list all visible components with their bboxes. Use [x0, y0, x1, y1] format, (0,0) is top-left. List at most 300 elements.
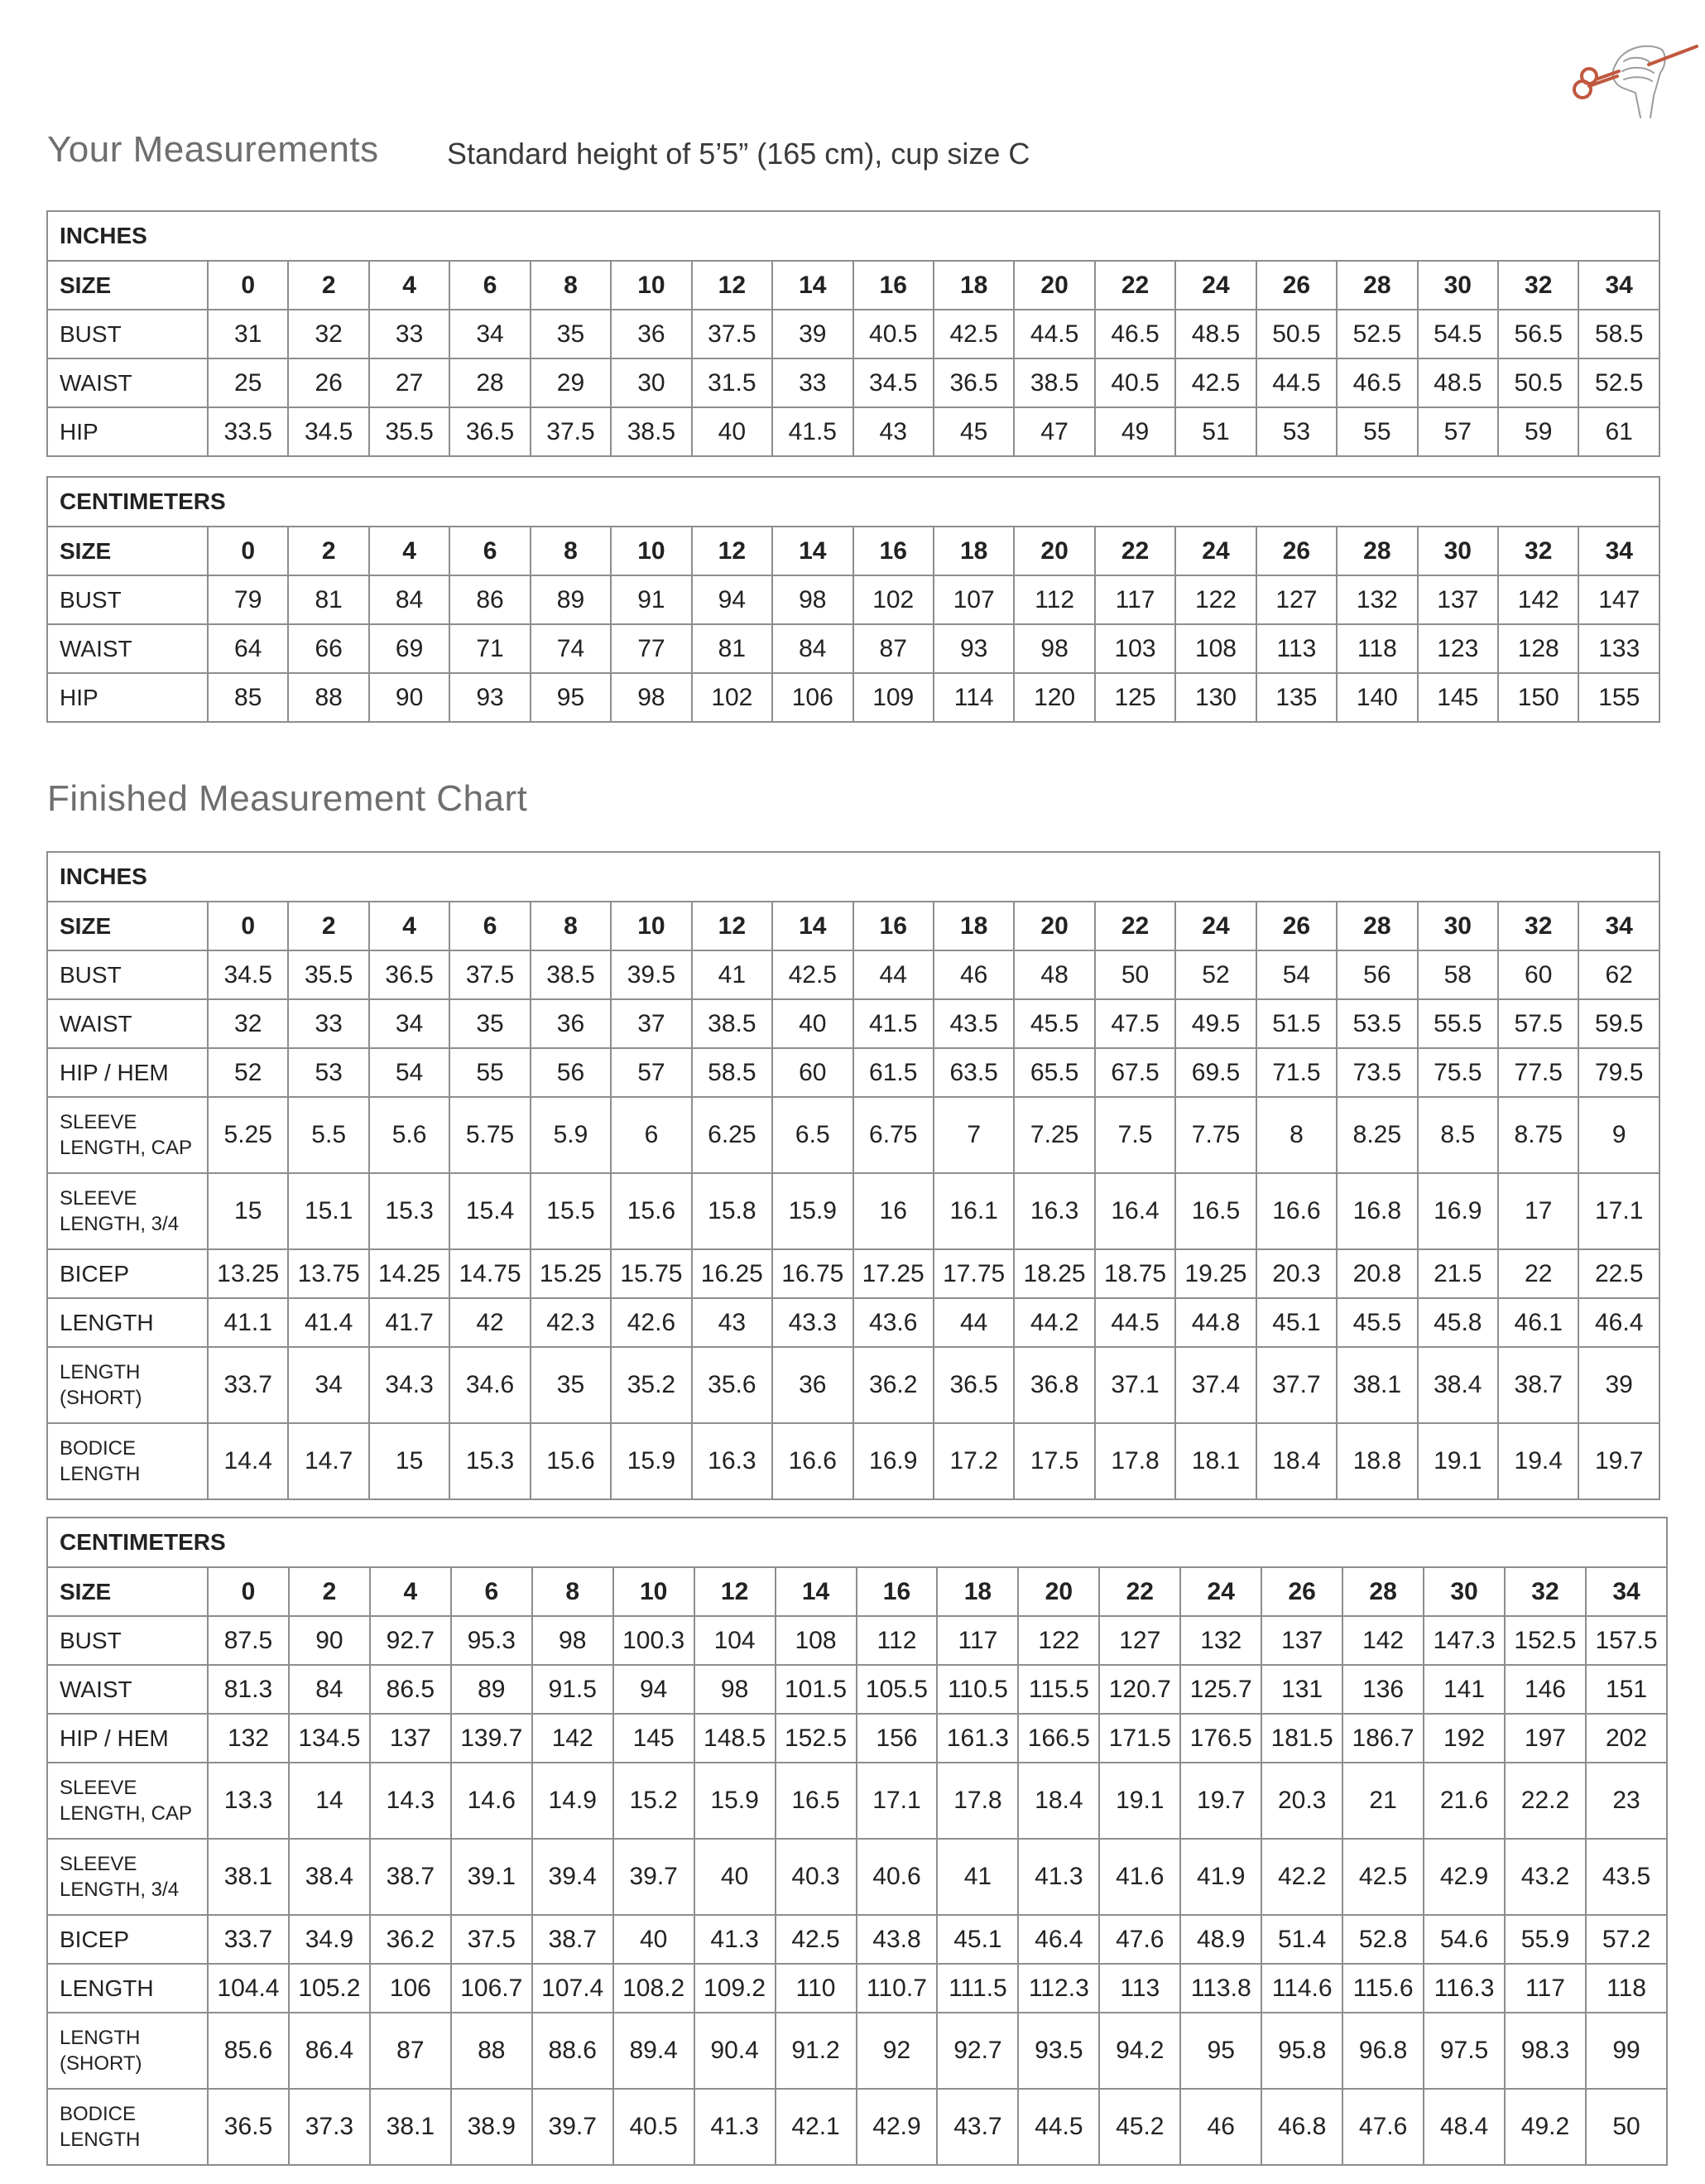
- hip-hem-value-size-12: 58.5: [692, 1048, 772, 1097]
- size-12: 12: [692, 261, 772, 310]
- hip-hem-value-size-32: 197: [1505, 1714, 1586, 1763]
- length-short-value-size-6: 88: [451, 2013, 532, 2089]
- bust-value-size-8: 38.5: [531, 950, 611, 999]
- bust-value-size-2: 32: [288, 310, 368, 358]
- hip-hem-value-size-4: 54: [369, 1048, 449, 1097]
- bodice-length-value-size-34: 19.7: [1578, 1423, 1659, 1499]
- waist-value-size-14: 84: [772, 624, 852, 673]
- hip-value-size-18: 45: [934, 407, 1014, 456]
- size-22: 22: [1099, 1567, 1180, 1616]
- hip-hem-value-size-18: 63.5: [934, 1048, 1014, 1097]
- hip-label: HIP: [47, 407, 208, 456]
- waist-value-size-24: 125.7: [1180, 1665, 1261, 1714]
- hip-hem-value-size-2: 134.5: [289, 1714, 370, 1763]
- sleeve-length-3-4-value-size-34: 17.1: [1578, 1173, 1659, 1249]
- size-16: 16: [853, 527, 934, 575]
- hip-value-size-26: 135: [1256, 673, 1337, 722]
- bicep-value-size-16: 43.8: [857, 1915, 938, 1964]
- bicep-value-size-12: 41.3: [694, 1915, 776, 1964]
- sleeve-length-3-4-value-size-22: 41.6: [1099, 1839, 1180, 1915]
- bicep-value-size-14: 16.75: [772, 1249, 852, 1298]
- bust-value-size-12: 41: [692, 950, 772, 999]
- size-18: 18: [934, 902, 1014, 950]
- waist-value-size-4: 34: [369, 999, 449, 1048]
- size-12: 12: [692, 527, 772, 575]
- length-short-value-size-10: 35.2: [611, 1347, 691, 1423]
- sleeve-length-3-4-value-size-20: 16.3: [1014, 1173, 1094, 1249]
- bust-value-size-16: 112: [857, 1616, 938, 1665]
- hip-hem-value-size-16: 156: [857, 1714, 938, 1763]
- size-28: 28: [1342, 1567, 1424, 1616]
- row-length: [47, 1298, 1659, 1347]
- size-26: 26: [1256, 902, 1337, 950]
- sleeve-length-cap-value-size-30: 8.5: [1418, 1097, 1498, 1173]
- sleeve-length-cap-value-size-6: 14.6: [451, 1763, 532, 1839]
- sleeve-length-cap-value-size-24: 19.7: [1180, 1763, 1261, 1839]
- size-18: 18: [934, 261, 1014, 310]
- hip-hem-value-size-10: 145: [613, 1714, 694, 1763]
- bust-value-size-34: 147: [1578, 575, 1659, 624]
- waist-value-size-12: 98: [694, 1665, 776, 1714]
- bust-label: BUST: [47, 1616, 208, 1665]
- page-title: Your Measurements: [47, 129, 379, 170]
- bust-value-size-6: 95.3: [451, 1616, 532, 1665]
- sleeve-length-3-4-value-size-22: 16.4: [1095, 1173, 1175, 1249]
- bicep-value-size-8: 15.25: [531, 1249, 611, 1298]
- sleeve-length-3-4-value-size-12: 40: [694, 1839, 776, 1915]
- waist-value-size-30: 55.5: [1418, 999, 1498, 1048]
- length-value-size-32: 117: [1505, 1964, 1586, 2013]
- sleeve-length-3-4-value-size-10: 15.6: [611, 1173, 691, 1249]
- bust-value-size-16: 44: [853, 950, 934, 999]
- bodice-length-value-size-4: 38.1: [370, 2089, 451, 2165]
- hip-value-size-34: 155: [1578, 673, 1659, 722]
- waist-value-size-22: 47.5: [1095, 999, 1175, 1048]
- bodice-length-value-size-30: 48.4: [1424, 2089, 1505, 2165]
- bust-value-size-20: 112: [1014, 575, 1094, 624]
- bust-value-size-34: 62: [1578, 950, 1659, 999]
- sleeve-length-cap-label: SLEEVE LENGTH, CAP: [47, 1763, 208, 1839]
- row-sleeve-length-3-4: [47, 1839, 1667, 1915]
- length-value-size-10: 108.2: [613, 1964, 694, 2013]
- length-value-size-6: 42: [449, 1298, 530, 1347]
- sleeve-length-cap-value-size-2: 14: [289, 1763, 370, 1839]
- sleeve-length-cap-value-size-18: 17.8: [937, 1763, 1018, 1839]
- bicep-value-size-30: 21.5: [1418, 1249, 1498, 1298]
- hip-hem-value-size-28: 73.5: [1337, 1048, 1417, 1097]
- sleeve-length-cap-value-size-10: 15.2: [613, 1763, 694, 1839]
- bust-value-size-26: 127: [1256, 575, 1337, 624]
- bust-value-size-34: 157.5: [1586, 1616, 1667, 1665]
- bodice-length-value-size-28: 47.6: [1342, 2089, 1424, 2165]
- length-short-value-size-20: 36.8: [1014, 1347, 1094, 1423]
- sleeve-length-cap-value-size-0: 13.3: [208, 1763, 289, 1839]
- hip-value-size-20: 120: [1014, 673, 1094, 722]
- bodice-length-value-size-18: 17.2: [934, 1423, 1014, 1499]
- bust-value-size-24: 122: [1175, 575, 1256, 624]
- hip-value-size-4: 35.5: [369, 407, 449, 456]
- size-8: 8: [531, 527, 611, 575]
- bicep-value-size-4: 14.25: [369, 1249, 449, 1298]
- bust-value-size-12: 37.5: [692, 310, 772, 358]
- row-hip: [47, 673, 1659, 722]
- length-value-size-0: 41.1: [208, 1298, 288, 1347]
- bodice-length-value-size-30: 19.1: [1418, 1423, 1498, 1499]
- bust-value-size-4: 92.7: [370, 1616, 451, 1665]
- hip-hem-value-size-32: 77.5: [1498, 1048, 1578, 1097]
- sleeve-length-cap-value-size-14: 6.5: [772, 1097, 852, 1173]
- hip-hem-value-size-34: 79.5: [1578, 1048, 1659, 1097]
- size-12: 12: [694, 1567, 776, 1616]
- unit-header-row: [47, 477, 1659, 527]
- size-8: 8: [532, 1567, 613, 1616]
- sleeve-length-cap-value-size-12: 6.25: [692, 1097, 772, 1173]
- length-short-value-size-16: 92: [857, 2013, 938, 2089]
- hip-hem-value-size-14: 152.5: [776, 1714, 857, 1763]
- waist-value-size-2: 66: [288, 624, 368, 673]
- size-34: 34: [1578, 902, 1659, 950]
- waist-value-size-10: 37: [611, 999, 691, 1048]
- bicep-label: BICEP: [47, 1249, 208, 1298]
- hip-value-size-28: 140: [1337, 673, 1417, 722]
- length-short-value-size-28: 38.1: [1337, 1347, 1417, 1423]
- bicep-value-size-8: 38.7: [532, 1915, 613, 1964]
- waist-value-size-18: 110.5: [937, 1665, 1018, 1714]
- bust-value-size-20: 44.5: [1014, 310, 1094, 358]
- size-10: 10: [611, 261, 691, 310]
- hip-value-size-10: 98: [611, 673, 691, 722]
- hip-hem-value-size-0: 52: [208, 1048, 288, 1097]
- waist-value-size-16: 87: [853, 624, 934, 673]
- sleeve-length-cap-label: SLEEVE LENGTH, CAP: [47, 1097, 208, 1173]
- length-value-size-4: 106: [370, 1964, 451, 2013]
- bust-value-size-10: 91: [611, 575, 691, 624]
- length-short-value-size-18: 92.7: [937, 2013, 1018, 2089]
- length-value-size-0: 104.4: [208, 1964, 289, 2013]
- length-short-value-size-14: 36: [772, 1347, 852, 1423]
- bodice-length-value-size-32: 19.4: [1498, 1423, 1578, 1499]
- hip-value-size-22: 125: [1095, 673, 1175, 722]
- waist-value-size-6: 71: [449, 624, 530, 673]
- sleeve-length-3-4-label: SLEEVE LENGTH, 3/4: [47, 1173, 208, 1249]
- unit-label: CENTIMETERS: [47, 1518, 1667, 1567]
- size-34: 34: [1578, 527, 1659, 575]
- sleeve-length-cap-value-size-34: 23: [1586, 1763, 1667, 1839]
- size-header-row: [47, 261, 1659, 310]
- size-20: 20: [1014, 527, 1094, 575]
- sleeve-length-cap-value-size-16: 6.75: [853, 1097, 934, 1173]
- hip-value-size-14: 41.5: [772, 407, 852, 456]
- size-14: 14: [772, 902, 852, 950]
- length-value-size-12: 109.2: [694, 1964, 776, 2013]
- size-32: 32: [1498, 261, 1578, 310]
- size-4: 4: [369, 527, 449, 575]
- length-short-value-size-26: 37.7: [1256, 1347, 1337, 1423]
- size-header-row: [47, 527, 1659, 575]
- hip-hem-value-size-8: 56: [531, 1048, 611, 1097]
- hip-value-size-0: 85: [208, 673, 288, 722]
- length-short-value-size-22: 94.2: [1099, 2013, 1180, 2089]
- bicep-value-size-6: 14.75: [449, 1249, 530, 1298]
- bust-value-size-10: 39.5: [611, 950, 691, 999]
- size-26: 26: [1256, 261, 1337, 310]
- hip-value-size-0: 33.5: [208, 407, 288, 456]
- length-value-size-28: 45.5: [1337, 1298, 1417, 1347]
- bicep-value-size-26: 51.4: [1261, 1915, 1342, 1964]
- waist-value-size-26: 51.5: [1256, 999, 1337, 1048]
- size-0: 0: [208, 1567, 289, 1616]
- bust-value-size-30: 58: [1418, 950, 1498, 999]
- hip-label: HIP: [47, 673, 208, 722]
- size-30: 30: [1418, 527, 1498, 575]
- waist-value-size-16: 105.5: [857, 1665, 938, 1714]
- length-short-value-size-4: 34.3: [369, 1347, 449, 1423]
- bust-value-size-14: 42.5: [772, 950, 852, 999]
- length-short-value-size-0: 33.7: [208, 1347, 288, 1423]
- size-22: 22: [1095, 261, 1175, 310]
- waist-value-size-0: 32: [208, 999, 288, 1048]
- row-sleeve-length-3-4: [47, 1173, 1659, 1249]
- size-24: 24: [1175, 261, 1256, 310]
- size-header-row: [47, 902, 1659, 950]
- sleeve-length-3-4-value-size-4: 38.7: [370, 1839, 451, 1915]
- bicep-value-size-2: 34.9: [289, 1915, 370, 1964]
- size-16: 16: [853, 261, 934, 310]
- bust-value-size-14: 39: [772, 310, 852, 358]
- bicep-value-size-30: 54.6: [1424, 1915, 1505, 1964]
- sleeve-length-cap-value-size-20: 18.4: [1018, 1763, 1099, 1839]
- bust-value-size-2: 81: [288, 575, 368, 624]
- size-18: 18: [937, 1567, 1018, 1616]
- hip-value-size-26: 53: [1256, 407, 1337, 456]
- size-6: 6: [451, 1567, 532, 1616]
- bodice-length-value-size-14: 16.6: [772, 1423, 852, 1499]
- bodice-length-value-size-12: 41.3: [694, 2089, 776, 2165]
- sleeve-length-cap-value-size-24: 7.75: [1175, 1097, 1256, 1173]
- waist-value-size-28: 136: [1342, 1665, 1424, 1714]
- sleeve-length-cap-value-size-10: 6: [611, 1097, 691, 1173]
- size-0: 0: [208, 527, 288, 575]
- size-22: 22: [1095, 527, 1175, 575]
- size-28: 28: [1337, 261, 1417, 310]
- length-value-size-10: 42.6: [611, 1298, 691, 1347]
- finished-measurements-cm-table: [46, 1517, 1668, 2166]
- bodice-length-value-size-28: 18.8: [1337, 1423, 1417, 1499]
- bodice-length-value-size-20: 17.5: [1014, 1423, 1094, 1499]
- hip-hem-value-size-6: 55: [449, 1048, 530, 1097]
- length-short-value-size-18: 36.5: [934, 1347, 1014, 1423]
- waist-value-size-0: 81.3: [208, 1665, 289, 1714]
- length-short-value-size-6: 34.6: [449, 1347, 530, 1423]
- length-short-value-size-22: 37.1: [1095, 1347, 1175, 1423]
- length-value-size-26: 45.1: [1256, 1298, 1337, 1347]
- bust-value-size-18: 117: [937, 1616, 1018, 1665]
- length-value-size-20: 112.3: [1018, 1964, 1099, 2013]
- sleeve-length-cap-value-size-8: 5.9: [531, 1097, 611, 1173]
- hip-value-size-2: 34.5: [288, 407, 368, 456]
- hip-hem-value-size-10: 57: [611, 1048, 691, 1097]
- bust-value-size-26: 54: [1256, 950, 1337, 999]
- size-28: 28: [1337, 902, 1417, 950]
- length-label: LENGTH: [47, 1298, 208, 1347]
- bust-value-size-28: 132: [1337, 575, 1417, 624]
- length-short-value-size-24: 95: [1180, 2013, 1261, 2089]
- bust-value-size-22: 46.5: [1095, 310, 1175, 358]
- length-value-size-26: 114.6: [1261, 1964, 1342, 2013]
- size-0: 0: [208, 902, 288, 950]
- hip-hem-value-size-8: 142: [532, 1714, 613, 1763]
- row-waist: [47, 624, 1659, 673]
- bicep-value-size-0: 13.25: [208, 1249, 288, 1298]
- waist-value-size-32: 50.5: [1498, 358, 1578, 407]
- bodice-length-value-size-4: 15: [369, 1423, 449, 1499]
- size-12: 12: [692, 902, 772, 950]
- size-30: 30: [1424, 1567, 1505, 1616]
- bicep-value-size-20: 46.4: [1018, 1915, 1099, 1964]
- waist-value-size-2: 84: [289, 1665, 370, 1714]
- size-14: 14: [776, 1567, 857, 1616]
- waist-value-size-12: 38.5: [692, 999, 772, 1048]
- waist-value-size-24: 108: [1175, 624, 1256, 673]
- bust-value-size-30: 147.3: [1424, 1616, 1505, 1665]
- waist-value-size-32: 146: [1505, 1665, 1586, 1714]
- row-length-short: [47, 2013, 1667, 2089]
- sleeve-length-cap-value-size-12: 15.9: [694, 1763, 776, 1839]
- length-value-size-14: 43.3: [772, 1298, 852, 1347]
- bust-label: BUST: [47, 575, 208, 624]
- hip-hem-label: HIP / HEM: [47, 1048, 208, 1097]
- unit-header-row: [47, 211, 1659, 261]
- sleeve-length-cap-value-size-26: 20.3: [1261, 1763, 1342, 1839]
- bicep-value-size-14: 42.5: [776, 1915, 857, 1964]
- length-value-size-14: 110: [776, 1964, 857, 2013]
- bust-value-size-24: 132: [1180, 1616, 1261, 1665]
- size-6: 6: [449, 527, 530, 575]
- bodice-length-value-size-2: 14.7: [288, 1423, 368, 1499]
- bodice-length-value-size-0: 36.5: [208, 2089, 289, 2165]
- waist-value-size-14: 101.5: [776, 1665, 857, 1714]
- bicep-value-size-26: 20.3: [1256, 1249, 1337, 1298]
- bust-value-size-18: 46: [934, 950, 1014, 999]
- bodice-length-label: BODICE LENGTH: [47, 2089, 208, 2165]
- size-4: 4: [370, 1567, 451, 1616]
- length-short-value-size-30: 97.5: [1424, 2013, 1505, 2089]
- bicep-label: BICEP: [47, 1915, 208, 1964]
- sleeve-length-3-4-value-size-18: 16.1: [934, 1173, 1014, 1249]
- sleeve-length-3-4-value-size-2: 38.4: [289, 1839, 370, 1915]
- waist-value-size-16: 34.5: [853, 358, 934, 407]
- brand-logo-icon: [1564, 31, 1705, 131]
- sleeve-length-cap-value-size-20: 7.25: [1014, 1097, 1094, 1173]
- hip-hem-value-size-26: 181.5: [1261, 1714, 1342, 1763]
- bicep-value-size-28: 20.8: [1337, 1249, 1417, 1298]
- bust-value-size-18: 42.5: [934, 310, 1014, 358]
- bust-value-size-6: 37.5: [449, 950, 530, 999]
- sleeve-length-3-4-value-size-6: 15.4: [449, 1173, 530, 1249]
- waist-value-size-30: 141: [1424, 1665, 1505, 1714]
- size-2: 2: [288, 902, 368, 950]
- row-sleeve-length-cap: [47, 1097, 1659, 1173]
- row-bodice-length: [47, 1423, 1659, 1499]
- bust-value-size-16: 102: [853, 575, 934, 624]
- sleeve-length-3-4-value-size-2: 15.1: [288, 1173, 368, 1249]
- sleeve-length-3-4-value-size-28: 42.5: [1342, 1839, 1424, 1915]
- bust-value-size-32: 56.5: [1498, 310, 1578, 358]
- row-bicep: [47, 1915, 1667, 1964]
- length-value-size-4: 41.7: [369, 1298, 449, 1347]
- hip-hem-value-size-22: 171.5: [1099, 1714, 1180, 1763]
- length-value-size-6: 106.7: [451, 1964, 532, 2013]
- hip-hem-value-size-34: 202: [1586, 1714, 1667, 1763]
- sleeve-length-3-4-value-size-8: 39.4: [532, 1839, 613, 1915]
- bicep-value-size-10: 40: [613, 1915, 694, 1964]
- bust-value-size-8: 89: [531, 575, 611, 624]
- finished-chart-title: Finished Measurement Chart: [47, 778, 528, 819]
- size-24: 24: [1180, 1567, 1261, 1616]
- size-24: 24: [1175, 902, 1256, 950]
- sleeve-length-3-4-value-size-8: 15.5: [531, 1173, 611, 1249]
- length-short-value-size-34: 39: [1578, 1347, 1659, 1423]
- length-value-size-2: 41.4: [288, 1298, 368, 1347]
- bust-value-size-4: 84: [369, 575, 449, 624]
- sleeve-length-cap-value-size-18: 7: [934, 1097, 1014, 1173]
- bodice-length-value-size-10: 15.9: [611, 1423, 691, 1499]
- unit-label: INCHES: [47, 852, 1659, 902]
- sleeve-length-3-4-value-size-26: 16.6: [1256, 1173, 1337, 1249]
- unit-label: CENTIMETERS: [47, 477, 1659, 527]
- waist-value-size-26: 44.5: [1256, 358, 1337, 407]
- bust-value-size-14: 108: [776, 1616, 857, 1665]
- size-2: 2: [288, 527, 368, 575]
- waist-value-size-30: 48.5: [1418, 358, 1498, 407]
- waist-value-size-34: 151: [1586, 1665, 1667, 1714]
- row-hip-hem: [47, 1714, 1667, 1763]
- sleeve-length-3-4-value-size-14: 15.9: [772, 1173, 852, 1249]
- hip-hem-value-size-2: 53: [288, 1048, 368, 1097]
- row-waist: [47, 358, 1659, 407]
- size-label: SIZE: [47, 902, 208, 950]
- sleeve-length-3-4-value-size-24: 41.9: [1180, 1839, 1261, 1915]
- sleeve-length-3-4-value-size-12: 15.8: [692, 1173, 772, 1249]
- size-4: 4: [369, 902, 449, 950]
- hip-value-size-22: 49: [1095, 407, 1175, 456]
- waist-value-size-8: 74: [531, 624, 611, 673]
- waist-value-size-20: 38.5: [1014, 358, 1094, 407]
- bicep-value-size-18: 45.1: [937, 1915, 1018, 1964]
- length-value-size-20: 44.2: [1014, 1298, 1094, 1347]
- sleeve-length-cap-value-size-32: 8.75: [1498, 1097, 1578, 1173]
- waist-value-size-20: 98: [1014, 624, 1094, 673]
- size-label: SIZE: [47, 1567, 208, 1616]
- size-2: 2: [289, 1567, 370, 1616]
- waist-value-size-24: 49.5: [1175, 999, 1256, 1048]
- bicep-value-size-18: 17.75: [934, 1249, 1014, 1298]
- bodice-length-value-size-0: 14.4: [208, 1423, 288, 1499]
- size-6: 6: [449, 261, 530, 310]
- length-value-size-16: 43.6: [853, 1298, 934, 1347]
- size-34: 34: [1578, 261, 1659, 310]
- waist-value-size-2: 33: [288, 999, 368, 1048]
- size-32: 32: [1498, 527, 1578, 575]
- waist-value-size-8: 36: [531, 999, 611, 1048]
- bodice-length-value-size-6: 38.9: [451, 2089, 532, 2165]
- size-header-row: [47, 1567, 1667, 1616]
- bodice-length-value-size-22: 17.8: [1095, 1423, 1175, 1499]
- waist-value-size-4: 27: [369, 358, 449, 407]
- body-measurements-cm-table: [46, 476, 1660, 723]
- sleeve-length-cap-value-size-2: 5.5: [288, 1097, 368, 1173]
- bicep-value-size-0: 33.7: [208, 1915, 289, 1964]
